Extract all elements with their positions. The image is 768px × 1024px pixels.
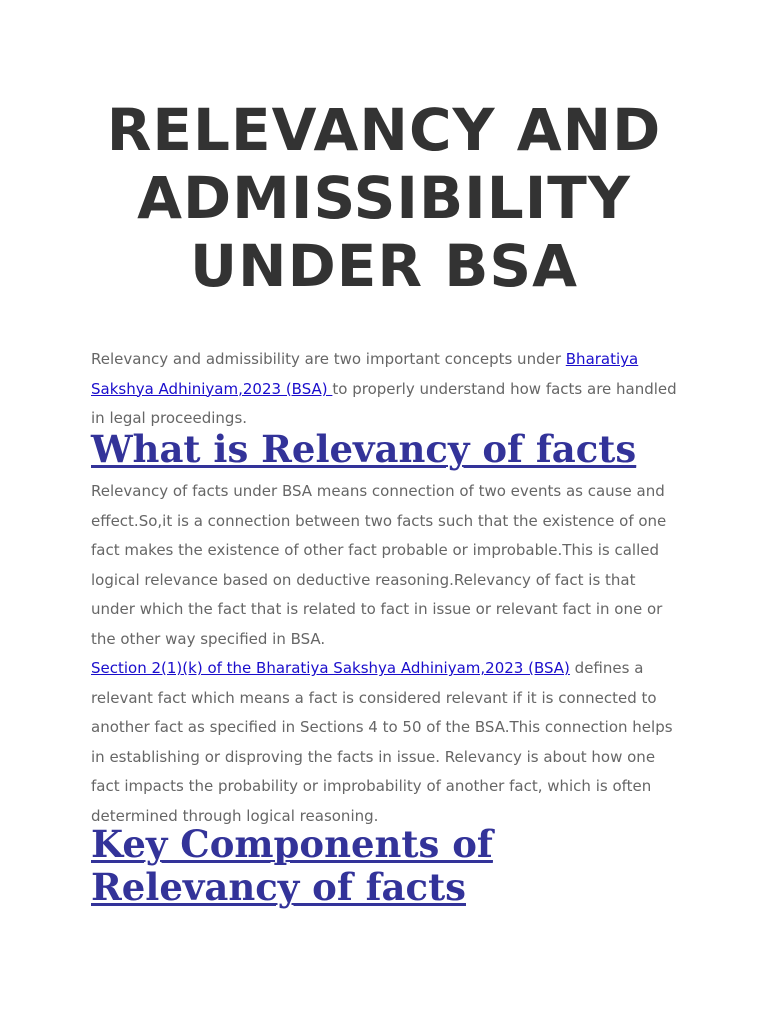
page-title-line-3: UNDER BSA	[189, 232, 579, 300]
key-components-heading-line-1: Key Components of	[91, 822, 493, 866]
page-title	[0, 96, 768, 300]
intro-text-before: Relevancy and admissibility are two important concepts under	[91, 350, 566, 368]
bsa-link[interactable]: Bharatiya Sakshya Adhiniyam,2023 (BSA)	[91, 350, 639, 398]
key-components-heading-link[interactable]	[91, 823, 571, 909]
relevancy-definition-paragraph: Relevancy of facts under BSA means connection of two events as cause and effect.So,it is a connection between two facts such that the existence of one fact makes the existence of other fact probable or improbable.This is called logical relevance based on deductive reasoning.Relevancy of fact is that under which the fact that is related to fact in issue or relevant fact in one or the other way specified in BSA.	[91, 482, 667, 648]
intro-paragraph	[91, 345, 681, 434]
intro-text-after: to properly understand how facts are handled in legal proceedings.	[91, 379, 677, 427]
key-components-heading[interactable]	[91, 823, 571, 909]
what-is-relevancy-heading-link[interactable]: What is Relevancy of facts	[91, 427, 637, 471]
page-title-line-1: RELEVANCY AND	[106, 96, 662, 164]
what-is-relevancy-heading[interactable]	[91, 425, 691, 473]
key-components-heading-line-2: Relevancy of facts	[91, 865, 466, 909]
page-title-line-2: ADMISSIBILITY	[137, 164, 631, 232]
section-definition-paragraph	[91, 654, 681, 831]
section-2-1-k-link[interactable]: Section 2(1)(k) of the Bharatiya Sakshya Adhiniyam,2023 (BSA)	[91, 659, 570, 677]
section-definition-text: defines a relevant fact which means a fact is considered relevant if it is connected to another fact as specified in Sections 4 to 50 of the BSA.This connection helps in establishing or disproving the facts in issue. Relevancy is about how one fact impacts the probability or improbability of another fact, which is often determined through logical reasoning.	[91, 659, 673, 825]
